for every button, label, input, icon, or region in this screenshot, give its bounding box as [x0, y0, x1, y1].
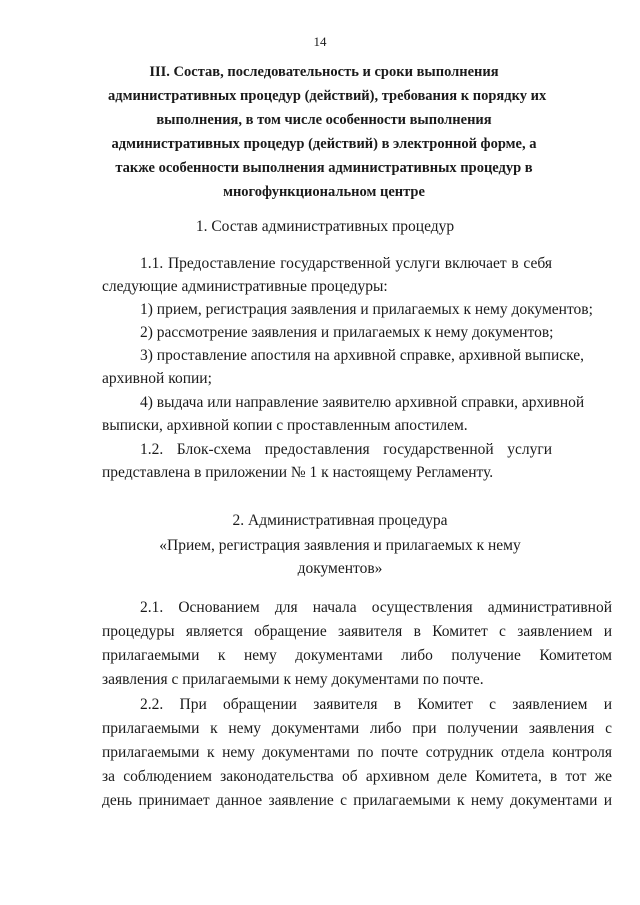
list-item: 3) проставление апостиля на архивной справке, архивной выписке,: [140, 347, 585, 364]
paragraph-1-1-line: следующие административные процедуры:: [102, 278, 388, 295]
section-title-line: административных процедур (действий) в электронной форме, а: [111, 136, 537, 152]
heading-1: 1. Состав административных процедур: [195, 218, 455, 235]
section-title-line: выполнения, в том числе особенности выполнения: [156, 112, 492, 128]
paragraph-2-1-line: 2.1. Основанием для начала осуществления административной: [140, 599, 612, 616]
paragraph-2-2-line: прилагаемыми к нему документами либо при получении заявления с: [102, 720, 612, 737]
paragraph-1-2-line: 1.2. Блок-схема предоставления государственной услуги: [140, 441, 552, 458]
section-title-line: также особенности выполнения административных процедур в: [115, 160, 533, 176]
paragraph-2-2-line: прилагаемыми к нему документами по почте сотрудник отдела контроля: [102, 744, 612, 761]
paragraph-1-2-line: представлена в приложении № 1 к настоящему Регламенту.: [102, 464, 494, 481]
paragraph-2-1-line: прилагаемыми к нему документами либо получение Комитетом: [102, 647, 612, 664]
heading-2-subtitle: «Прием, регистрация заявления и прилагаемых к нему: [159, 537, 521, 554]
heading-2-subtitle: документов»: [297, 560, 383, 577]
paragraph-2-2-line: день принимает данное заявление с прилагаемыми к нему документами и: [102, 792, 612, 809]
section-title-line: III. Состав, последовательность и сроки выполнения: [149, 64, 499, 80]
list-item: 2) рассмотрение заявления и прилагаемых к нему документов;: [140, 324, 554, 341]
list-item: 1) прием, регистрация заявления и прилагаемых к нему документов;: [140, 301, 593, 318]
section-title: [108, 60, 547, 204]
section-title-line: административных процедур (действий), требования к порядку их: [108, 88, 547, 104]
paragraph-2-2-line: за соблюдением законодательства об архивном деле Комитета, в тот же: [102, 768, 612, 785]
paragraph-2-1-line: заявления с прилагаемыми к нему документами по почте.: [102, 671, 484, 688]
heading-2: 2. Административная процедура: [232, 512, 448, 529]
section-title-line: многофункциональном центре: [223, 184, 425, 200]
paragraph-1-1-line: 1.1. Предоставление государственной услуги включает в себя: [140, 255, 552, 272]
list-item-continuation: архивной копии;: [102, 370, 212, 387]
list-item-continuation: выписки, архивной копии с проставленным апостилем.: [102, 417, 468, 434]
paragraph-2-1-line: процедуры является обращение заявителя в Комитет с заявлением и: [102, 623, 612, 640]
list-item: 4) выдача или направление заявителю архивной справки, архивной: [140, 394, 585, 411]
page-number: 14: [313, 34, 327, 49]
paragraph-2-2-line: 2.2. При обращении заявителя в Комитет с заявлением и: [140, 696, 612, 713]
